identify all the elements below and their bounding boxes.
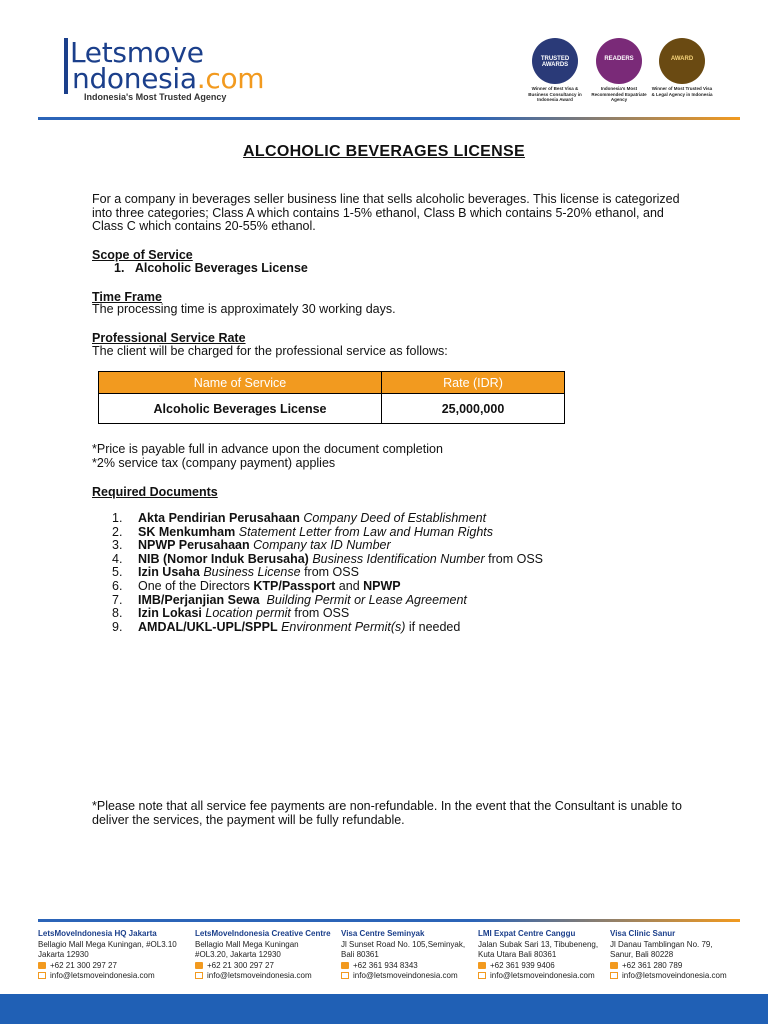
intro-paragraph: For a company in beverages seller business line that sells alcoholic beverages. This license is categorized into three categories; Class A which contains 1-5% ethanol, Class B which contains 5-20% ethanol, and Class C which contains 20-55% ethanol. <box>92 192 680 234</box>
phone-icon <box>38 962 46 969</box>
footer-band <box>0 994 768 1024</box>
office-address: Bellagio Mall Mega Kuningan, #OL3.10 <box>38 939 177 949</box>
office-email[interactable]: info@letsmoveindonesia.com <box>622 971 727 981</box>
rate-text: The client will be charged for the professional service as follows: <box>92 344 448 358</box>
phone-icon <box>341 962 349 969</box>
document-title: ALCOHOLIC BEVERAGES LICENSE <box>243 143 525 160</box>
office-email[interactable]: info@letsmoveindonesia.com <box>353 971 458 981</box>
table-cell-rate: 25,000,000 <box>382 394 565 424</box>
office-name: Visa Clinic Sanur <box>610 929 676 938</box>
tax-note: *2% service tax (company payment) applies <box>92 456 336 470</box>
table-header-service: Name of Service <box>99 372 382 394</box>
list-item: 1. Akta Pendirian Perusahaan Company Deed of Establishment <box>112 511 487 525</box>
office-address: Jl Sunset Road No. 105,Seminyak, <box>341 939 466 949</box>
badge-caption-2: Indonesia's Most Recommended Expatriate Agency <box>591 86 647 102</box>
badge-caption-1: Winner of Best Visa & Business Consultancy in Indonesia Award <box>528 86 582 102</box>
table-cell-service: Alcoholic Beverages License <box>99 394 382 424</box>
refund-note: *Please note that all service fee payments are non-refundable. In the event that the Consultant is unable to deliver the services, the payment will be fully refundable. <box>92 799 682 827</box>
office-address: Bali 80361 <box>341 950 379 960</box>
list-item: 9. AMDAL/UKL-UPL/SPPL Environment Permit(s) if needed <box>112 619 461 634</box>
email-icon <box>341 972 349 979</box>
scope-heading: Scope of Service <box>92 248 193 262</box>
office-canggu <box>478 929 618 982</box>
office-email[interactable]: info@letsmoveindonesia.com <box>207 971 312 981</box>
list-item: 4. NIB (Nomor Induk Berusaha) Business Identification Number from OSS <box>112 551 544 566</box>
logo-tagline: Indonesia's Most Trusted Agency <box>84 92 227 102</box>
logo-line2: ndonesia.com <box>72 62 265 95</box>
email-icon <box>195 972 203 979</box>
header-divider <box>38 117 740 120</box>
office-phone[interactable]: +62 361 280 789 <box>622 960 683 970</box>
email-icon <box>478 972 486 979</box>
scope-item: 1. Alcoholic Beverages License <box>114 261 308 275</box>
phone-icon <box>478 962 486 969</box>
list-item: 8. Izin Lokasi Location permit from OSS <box>112 606 350 621</box>
office-name: LMI Expat Centre Canggu <box>478 929 576 938</box>
office-phone[interactable]: +62 361 934 8343 <box>353 960 418 970</box>
office-address: Jalan Subak Sari 13, Tibubeneng, <box>478 939 599 949</box>
badge-label-3: AWARD <box>670 56 694 62</box>
documents-heading: Required Documents <box>92 485 218 499</box>
office-email[interactable]: info@letsmoveindonesia.com <box>490 971 595 981</box>
office-address: Kuta Utara Bali 80361 <box>478 950 557 960</box>
rate-heading: Professional Service Rate <box>92 331 246 345</box>
timeframe-text: The processing time is approximately 30 working days. <box>92 302 396 316</box>
office-address: Sanur, Bali 80228 <box>610 950 674 960</box>
list-item: 3. NPWP Perusahaan Company tax ID Number <box>112 538 391 553</box>
list-item: 7. IMB/Perjanjian Sewa Building Permit or Lease Agreement <box>112 592 467 607</box>
badge-label-1: TRUSTED AWARDS <box>540 56 570 68</box>
office-seminyak <box>341 929 481 982</box>
email-icon <box>38 972 46 979</box>
phone-icon <box>610 962 618 969</box>
office-phone[interactable]: +62 361 939 9406 <box>490 960 555 970</box>
table-header-row <box>99 372 565 394</box>
price-note: *Price is payable full in advance upon the document completion <box>92 442 443 456</box>
office-phone[interactable]: +62 21 300 297 27 <box>50 960 117 970</box>
table-row <box>99 394 565 424</box>
documents-list <box>112 512 672 634</box>
logo-monument-icon <box>64 38 68 94</box>
office-address: #OL3.20, Jakarta 12930 <box>195 950 281 960</box>
list-item: 5. Izin Usaha Business License from OSS <box>112 565 359 580</box>
office-name: LetsMoveIndonesia Creative Centre <box>195 929 331 938</box>
office-sanur <box>610 929 760 982</box>
office-name: LetsMoveIndonesia HQ Jakarta <box>38 929 157 938</box>
table-header-rate: Rate (IDR) <box>382 372 565 394</box>
office-creative-centre <box>195 929 335 982</box>
badge-caption-3: Winner of Most Trusted Visa & Legal Agency in Indonesia <box>651 86 713 97</box>
timeframe-heading: Time Frame <box>92 290 162 304</box>
footer-divider <box>38 919 740 922</box>
office-address: Bellagio Mall Mega Kuningan <box>195 939 299 949</box>
email-icon <box>610 972 618 979</box>
office-email[interactable]: info@letsmoveindonesia.com <box>50 971 155 981</box>
office-name: Visa Centre Seminyak <box>341 929 425 938</box>
office-hq-jakarta <box>38 929 178 982</box>
company-logo <box>64 30 264 110</box>
office-phone[interactable]: +62 21 300 297 27 <box>207 960 274 970</box>
rate-table <box>98 371 565 424</box>
list-item: 6. One of the Directors KTP/Passport and NPWP <box>112 578 401 593</box>
badge-label-2: READERS <box>604 56 634 62</box>
phone-icon <box>195 962 203 969</box>
office-address: Jl Danau Tamblingan No. 79, <box>610 939 713 949</box>
logo-line1: Letsmove <box>70 36 204 69</box>
office-address: Jakarta 12930 <box>38 950 89 960</box>
list-item: 2. SK Menkumham Statement Letter from Law and Human Rights <box>112 524 494 539</box>
